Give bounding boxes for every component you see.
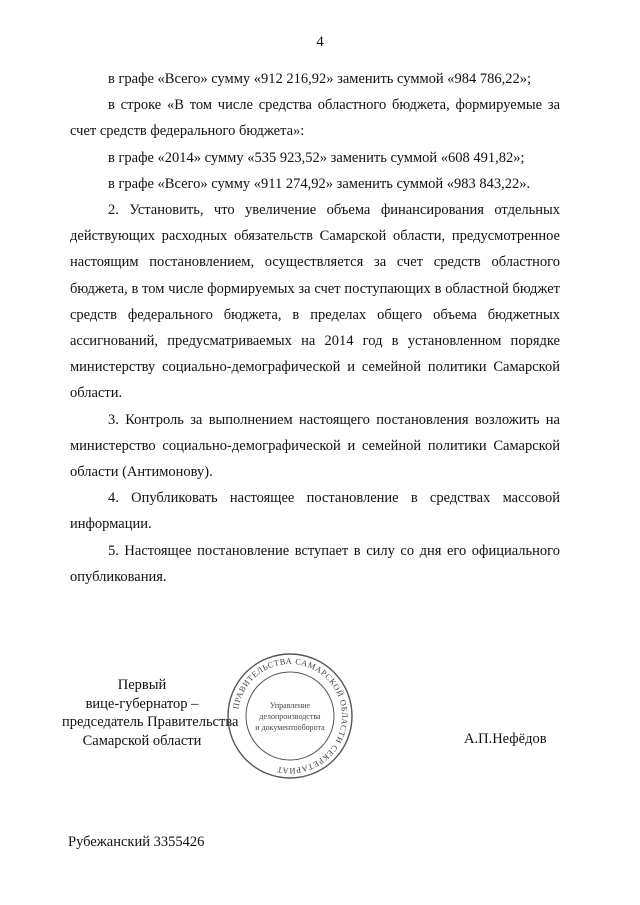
paragraph: в графе «2014» сумму «535 923,52» заменить суммой «608 491,82»; — [108, 149, 525, 166]
paragraph: 3. Контроль за выполнением настоящего постановления возложить на министерство социально-демографической и семейной политики Самарской области (Антимонову). — [70, 411, 560, 481]
paragraph: 2. Установить, что увеличение объема финансирования отдельных действующих расходных обязательств Самарской области, предусмотренное настоящим постановлением, осуществляется за счет средств областного бюджета, в том числе формируемых за счет поступающих в областной бюджет средств федерального бюджета, в пределах общего объема бюджетных ассигнований, предусматриваемых на 2014 год в установленном порядке министерству социально-демографической и семейной политики Самарской области. — [70, 202, 560, 402]
document-body — [70, 66, 560, 590]
paragraph: в графе «Всего» сумму «911 274,92» заменить суммой «983 843,22». — [108, 175, 531, 192]
signature-line: Первый — [117, 677, 167, 693]
seal-line: и документооборота — [255, 723, 325, 732]
page-number: 4 — [316, 34, 324, 50]
paragraph: 4. Опубликовать настоящее постановление в средствах массовой информации. — [70, 490, 560, 533]
signature-line: председатель Правительства — [62, 714, 239, 730]
paragraph: 5. Настоящее постановление вступает в силу со дня его официального опубликования. — [70, 542, 560, 585]
official-seal — [226, 652, 354, 780]
seal-line: делопроизводства — [259, 712, 321, 721]
signature-line: вице-губернатор – — [85, 695, 199, 712]
executor-info: Рубежанский 3355426 — [68, 834, 205, 850]
seal-line: Управление — [269, 701, 311, 710]
seal-outer-text: ПРАВИТЕЛЬСТВА САМАРСКОЙ ОБЛАСТИ СЕКРЕТАРИАТ — [231, 656, 350, 776]
paragraph: в строке «В том числе средства областного бюджета, формируемые за счет средств федерального бюджета»: — [70, 97, 560, 140]
signature-title — [62, 676, 239, 750]
paragraph: в графе «Всего» сумму «912 216,92» заменить суммой «984 786,22»; — [108, 71, 532, 87]
signature-line: Самарской области — [82, 732, 202, 749]
signer-name: А.П.Нефёдов — [464, 731, 547, 747]
